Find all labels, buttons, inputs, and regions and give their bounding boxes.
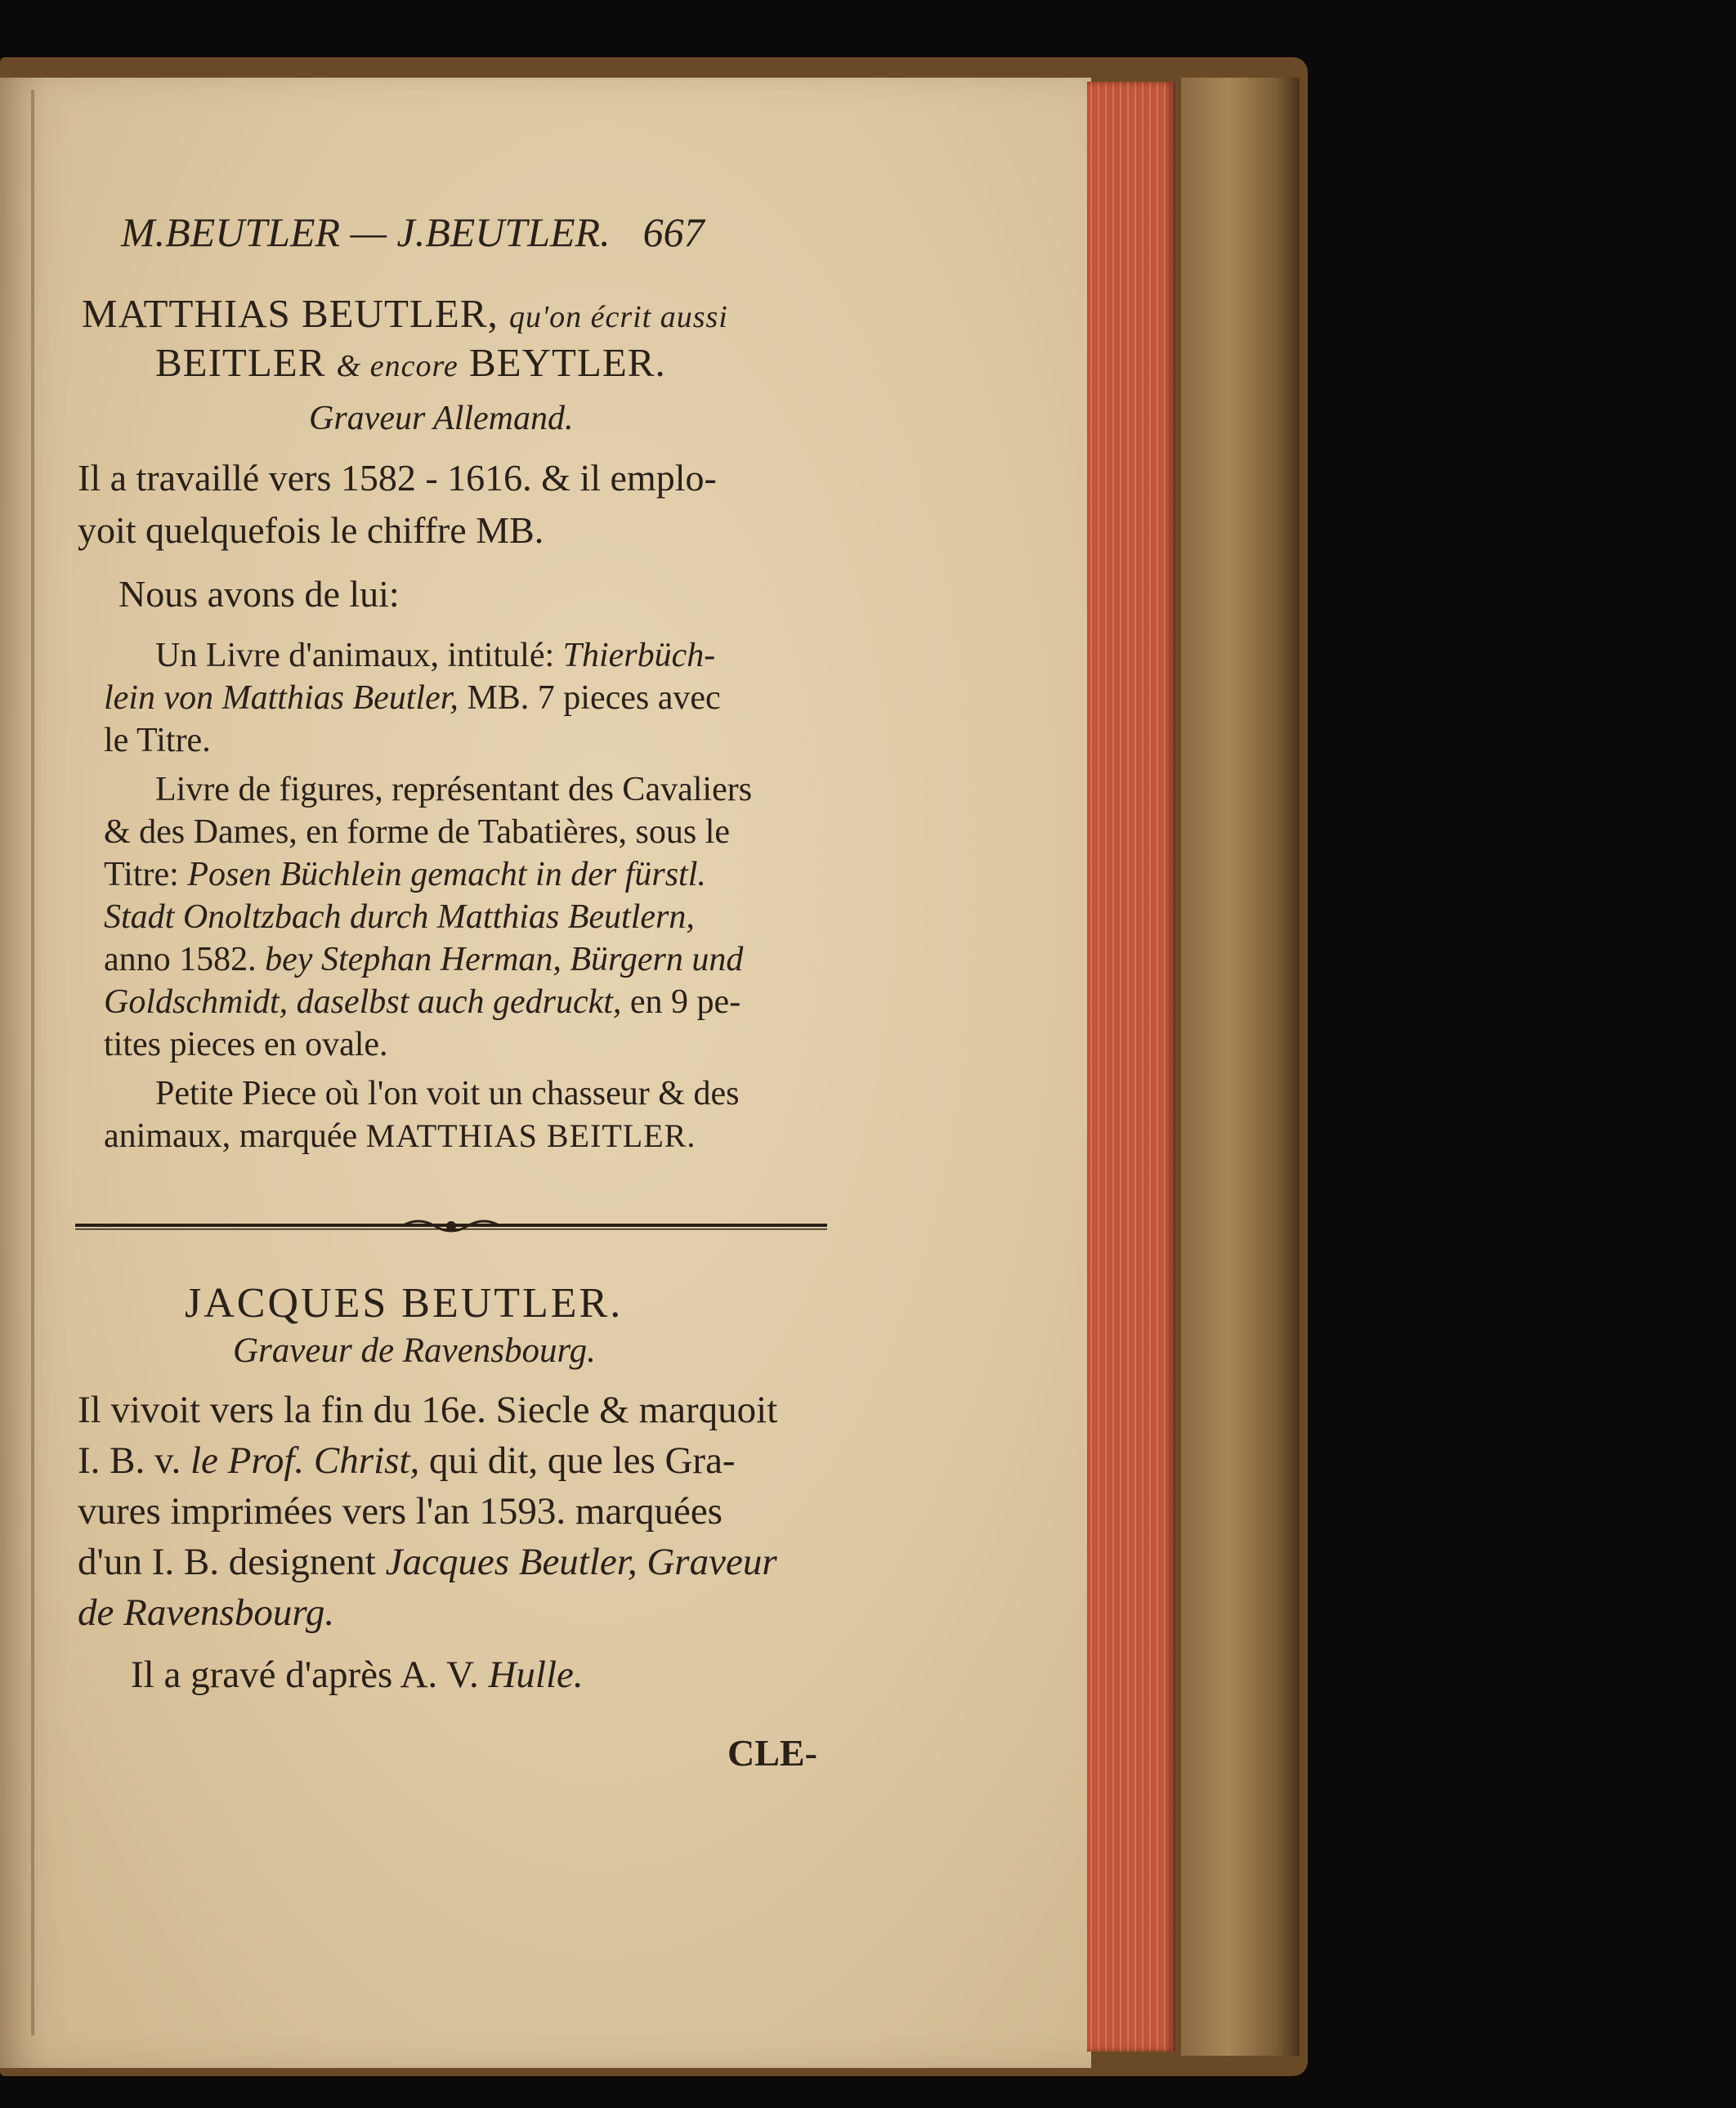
entry-title-line-2	[155, 339, 666, 386]
work-1-title-cont: lein von Matthias Beutler,	[104, 679, 459, 717]
entry-2-artist: Hulle.	[488, 1654, 584, 1696]
entry-title-variant-1: BEITLER	[155, 340, 326, 385]
entry-2-initials: I. B. v.	[78, 1439, 181, 1482]
work-2-line-6	[104, 982, 740, 1022]
work-3-line-1: Petite Piece où l'on voit un chasseur & des	[155, 1075, 740, 1112]
entry-2-line-6	[131, 1653, 584, 1697]
intro-line-2: yoit quelquefois le chiffre MB.	[78, 509, 544, 551]
entry-title-name: MATTHIAS BEUTLER,	[82, 291, 499, 336]
work-2-line-5	[104, 940, 743, 979]
work-2-line-7: tites pieces en ovale.	[104, 1026, 388, 1063]
work-3-line-2	[104, 1117, 696, 1156]
entry-2-text: qui dit, que les Gra-	[428, 1439, 736, 1482]
entry-2-source: le Prof. Christ,	[190, 1439, 420, 1482]
entry-subtitle: Graveur Allemand.	[309, 400, 574, 437]
work-2-count: en 9 pe-	[629, 983, 741, 1021]
work-2-title: Posen Büchlein gemacht in der fürstl.	[187, 856, 706, 893]
entry-2-name-italic: Jacques Beutler, Graveur	[385, 1541, 777, 1583]
work-3-text: animaux, marquée	[104, 1117, 358, 1155]
entry-2-title: JACQUES BEUTLER.	[185, 1280, 624, 1327]
page-edges-red	[1087, 82, 1175, 2052]
entry-2-line-3: vures imprimées vers l'an 1593. marquées	[78, 1490, 723, 1533]
running-title: M.BEUTLER — J.BEUTLER.	[121, 209, 611, 255]
work-1-line-1	[155, 636, 715, 675]
entry-2-text-2: d'un I. B. designent	[78, 1541, 376, 1583]
entry-2-line-1: Il vivoit vers la fin du 16e. Siecle & marquoit	[78, 1389, 778, 1431]
work-1-line-2	[104, 678, 721, 718]
entry-2-line-2	[78, 1439, 736, 1483]
page-gutter	[31, 90, 34, 2035]
entry-title-line-1	[82, 290, 728, 337]
work-2-printer-cont: Goldschmidt, daselbst auch gedruckt,	[104, 983, 622, 1021]
work-2-printer: bey Stephan Herman, Bürgern und	[265, 941, 744, 978]
work-1-text: Un Livre d'animaux, intitulé:	[155, 637, 555, 674]
entry-title-italic: qu'on écrit aussi	[508, 300, 728, 334]
intro-line-1: Il a travaillé vers 1582 - 1616. & il emplo-	[78, 457, 717, 499]
entry-2-after: Il a gravé d'après A. V.	[131, 1654, 479, 1696]
work-2-line-1: Livre de figures, représentant des Cavaliers	[155, 771, 753, 808]
work-1-title: Thierbüch-	[562, 637, 716, 674]
work-1-line-3: le Titre.	[104, 722, 211, 759]
work-2-line-4: Stadt Onoltzbach durch Matthias Beutlern,	[104, 898, 695, 936]
page-number: 667	[642, 209, 705, 255]
entry-2-line-4	[78, 1540, 777, 1584]
entry-title-connector: & encore	[336, 349, 459, 383]
works-heading: Nous avons de lui:	[119, 573, 400, 615]
catchword: CLE-	[727, 1732, 817, 1774]
ornament-divider	[75, 1216, 827, 1236]
entry-title-variant-2: BEYTLER.	[468, 340, 666, 385]
running-header	[121, 208, 705, 256]
entry-2-line-5: de Ravensbourg.	[78, 1591, 335, 1634]
book-cover-edge	[1181, 78, 1300, 2056]
work-2-titre-label: Titre:	[104, 856, 179, 893]
work-1-count: MB. 7 pieces avec	[467, 679, 721, 717]
work-2-line-3	[104, 855, 706, 894]
entry-2-subtitle: Graveur de Ravensbourg.	[233, 1331, 596, 1370]
work-2-line-2: & des Dames, en forme de Tabatières, sous le	[104, 813, 731, 851]
work-2-year: anno 1582.	[104, 941, 257, 978]
work-3-mark: MATTHIAS BEITLER.	[365, 1117, 696, 1154]
